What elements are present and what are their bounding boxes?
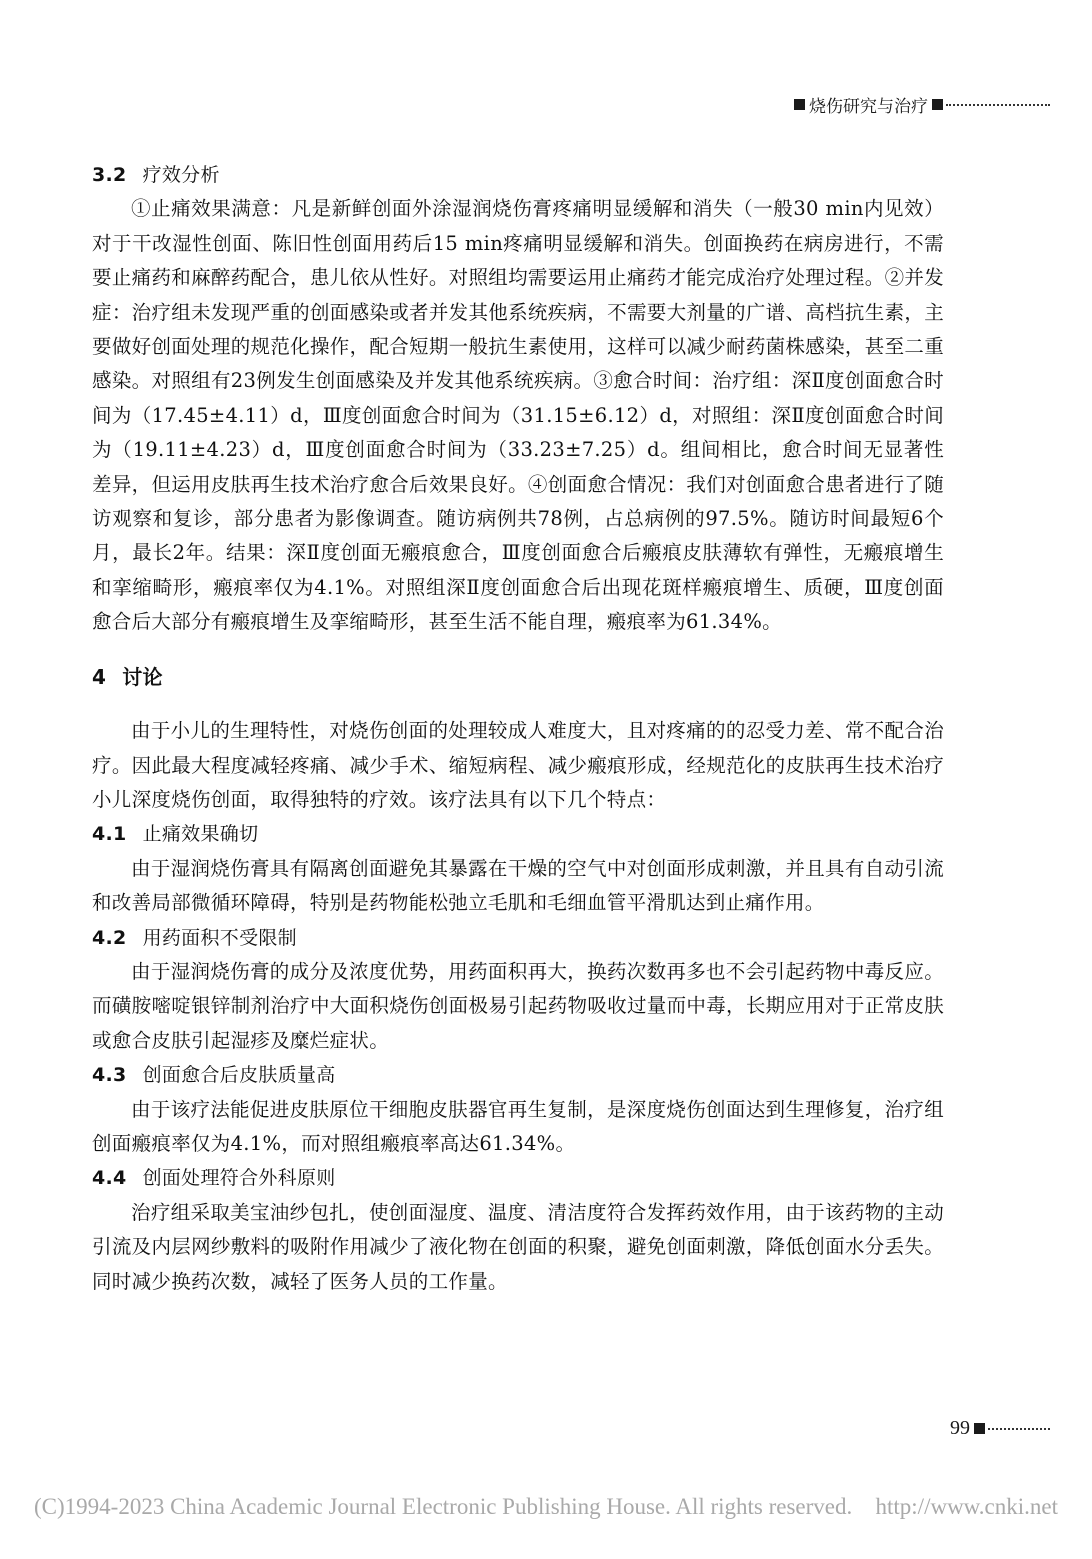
section-title: 止痛效果确切 — [142, 823, 259, 846]
section-title: 创面处理符合外科原则 — [142, 1167, 336, 1190]
page-footer — [950, 1417, 1050, 1440]
section-title: 创面愈合后皮肤质量高 — [142, 1064, 336, 1087]
journal-section-title: 烧伤研究与治疗 — [809, 97, 928, 117]
paragraph-application-area: 由于湿润烧伤膏的成分及浓度优势，用药面积再大，换药次数再多也不会引起药物中毒反应。而磺胺嘧啶银锌制剂治疗中大面积烧伤创面极易引起药物吸收过量而中毒，长期应用对于正常皮肤或愈合皮肤引起湿疹及糜烂症状。 — [92, 959, 944, 1052]
paragraph-surgical-principle: 治疗组采取美宝油纱包扎，使创面湿度、温度、清洁度符合发挥药效作用，由于该药物的主动引流及内层网纱敷料的吸附作用减少了液化物在创面的积聚，避免创面刺激，降低创面水分丢失。同时减少换药次数，减轻了医务人员的工作量。 — [92, 1200, 944, 1293]
section-title: 用药面积不受限制 — [142, 926, 297, 949]
running-header — [794, 92, 1050, 117]
copyright-text: (C)1994-2023 China Academic Journal Electronic Publishing House. All rights reserved. — [34, 1494, 853, 1519]
copyright-url: http://www.cnki.net — [875, 1494, 1058, 1519]
section-title: 疗效分析 — [142, 164, 220, 186]
section-heading-4-4 — [92, 1161, 944, 1195]
section-title: 讨论 — [122, 664, 163, 689]
dotted-leader — [988, 1428, 1050, 1430]
paragraph-pain-relief: 由于湿润烧伤膏具有隔离创面避免其暴露在干燥的空气中对创面形成刺激，并且具有自动引流和改善局部微循环障碍，特别是药物能松弛立毛肌和毛细血管平滑肌达到止痛作用。 — [92, 856, 944, 915]
page-number: 99 — [950, 1417, 970, 1439]
dotted-leader — [946, 104, 1050, 106]
square-bullet-icon — [974, 1423, 985, 1434]
section-number: 4.3 — [92, 1064, 127, 1087]
section-number: 3.2 — [92, 164, 127, 186]
section-heading-4-1 — [92, 817, 944, 851]
section-heading-4 — [92, 660, 944, 694]
section-number: 4.4 — [92, 1167, 127, 1190]
paragraph-skin-quality: 由于该疗法能促进皮肤原位干细胞皮肤器官再生复制，是深度烧伤创面达到生理修复，治疗组创面瘢痕率仅为4.1%，而对照组瘢痕率高达61.34%。 — [92, 1097, 944, 1155]
paragraph-efficacy: ①止痛效果满意：凡是新鲜创面外涂湿润烧伤膏疼痛明显缓解和消失（一般30 min内见效）对于干改湿性创面、陈旧性创面用药后15 min疼痛明显缓解和消失。创面换药在病房进行，不需要止痛药和麻醉药配合，患儿依从性好。对照组均需要运用止痛药才能完成治疗处理过程。②并发症：治疗组未发现严重的创面感染或者并发其他系统疾病，不需要大剂量的广谱、高档抗生素，主要做好创面处理的规范化操作，配合短期一般抗生素使用，这样可以减少耐药菌株感染，甚至二重感染。对照组有23例发生创面感染及并发其他系统疾病。③愈合时间：治疗组：深Ⅱ度创面愈合时间为（17.45±4.11）d，Ⅲ度创面愈合时间为（31.15±6.12）d，对照组：深Ⅱ度创面愈合时间为（19.11±4.23）d，Ⅲ度创面愈合时间为（33.23±7.25）d。组间相比，愈合时间无显著性差异，但运用皮肤再生技术治疗愈合后效果良好。④创面愈合情况：我们对创面愈合患者进行了随访观察和复诊，部分患者为影像调查。随访病例共78例，占总病例的97.5%。随访时间最短6个月，最长2年。结果：深Ⅱ度创面无瘢痕愈合，Ⅲ度创面愈合后瘢痕皮肤薄软有弹性，无瘢痕增生和挛缩畸形，瘢痕率仅为4.1%。对照组深Ⅱ度创面愈合后出现花斑样瘢痕增生、质硬，Ⅲ度创面愈合后大部分有瘢痕增生及挛缩畸形，甚至生活不能自理，瘢痕率为61.34%。 — [92, 197, 944, 634]
square-bullet-icon — [794, 99, 805, 110]
section-heading-4-3 — [92, 1058, 944, 1092]
copyright-watermark — [34, 1494, 1058, 1520]
section-number: 4 — [92, 664, 107, 689]
paragraph-discussion: 由于小儿的生理特性，对烧伤创面的处理较成人难度大，且对疼痛的的忍受力差、常不配合治疗。因此最大程度减轻疼痛、减少手术、缩短病程、减少瘢痕形成，经规范化的皮肤再生技术治疗小儿深度烧伤创面，取得独特的疗效。该疗法具有以下几个特点： — [92, 719, 944, 811]
article-body — [92, 158, 944, 1299]
square-bullet-icon — [932, 99, 943, 110]
section-heading-4-2 — [92, 921, 944, 955]
section-number: 4.2 — [92, 926, 127, 949]
section-number: 4.1 — [92, 823, 127, 846]
section-heading-3-2 — [92, 158, 944, 192]
